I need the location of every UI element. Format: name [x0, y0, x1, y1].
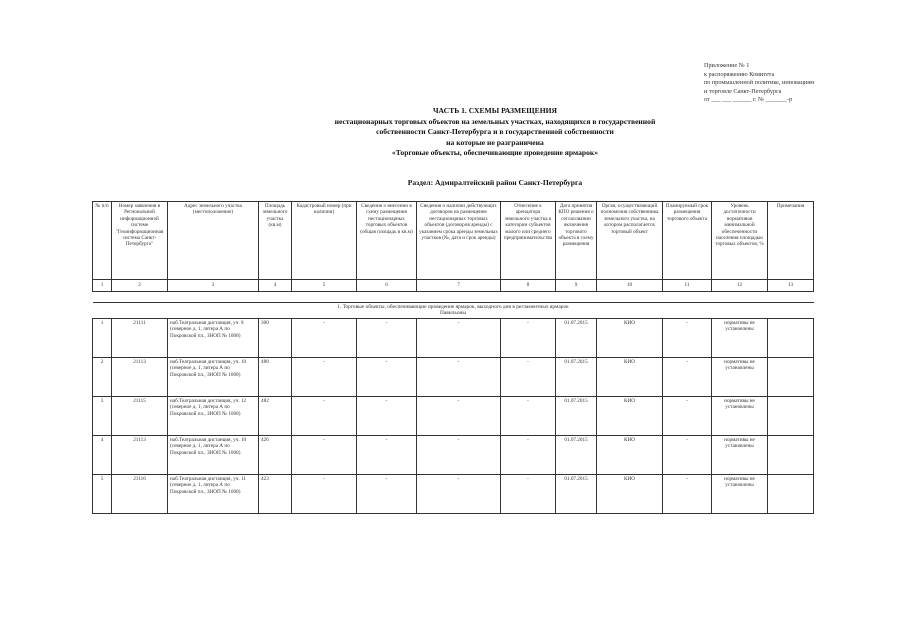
cell-level: нормативы не установлены [712, 396, 768, 435]
cell-sme: - [501, 474, 556, 513]
cell-area: 482 [259, 396, 292, 435]
column-number: 9 [556, 280, 597, 292]
table-row [93, 435, 814, 474]
appendix-line: Приложение № 1 [704, 62, 750, 69]
cell-sme: - [501, 318, 556, 357]
cell-date: 01.07.2015 [556, 435, 597, 474]
column-number: 11 [663, 280, 712, 292]
cell-date: 01.07.2015 [556, 318, 597, 357]
cell-contracts: - [417, 396, 501, 435]
header-cell: Отнесение к арендатора земельного участка к категории субъектов малого или среднего предпринимательства [501, 202, 556, 280]
cell-level: нормативы не установлены [712, 435, 768, 474]
cell-application: 21113 [112, 435, 168, 474]
header-row [93, 202, 814, 280]
heading-line: нестационарных торговых объектов на земельных участках, находящихся в государственной [334, 116, 656, 126]
cell-organ: КИО [597, 396, 663, 435]
section-title: Раздел: Адмиралтейский район Санкт-Петербурга [407, 178, 583, 187]
cell-note [768, 318, 814, 357]
header-cell: Номер заявления в Региональной информационной системе "Геоинформационная система Санкт-Петербурга" [112, 202, 168, 280]
appendix-line: к распоряжению Комитета [704, 70, 775, 78]
cell-organ: КИО [597, 435, 663, 474]
cell-area: 426 [259, 435, 292, 474]
column-number: 3 [168, 280, 259, 292]
cell-number: 2 [93, 357, 112, 396]
cell-contracts: - [417, 435, 501, 474]
column-number: 13 [768, 280, 814, 292]
cell-number: 1 [93, 318, 112, 357]
cell-address: наб.Театральная дистанция, уч. 8 (северное д. 1, литера А по Покровской пл., ЗНОП № 1008) [168, 318, 259, 357]
column-number: 7 [417, 280, 501, 292]
cell-area: 488 [259, 357, 292, 396]
cell-term: - [663, 396, 712, 435]
heading-line: на которые не разграничена [446, 137, 544, 147]
appendix-block [704, 62, 894, 105]
header-cell: № п/п [93, 202, 112, 280]
cell-contracts: - [417, 318, 501, 357]
heading-line: собственности Санкт-Петербурга и в государственной собственности [376, 127, 614, 137]
appendix-line: от ___ ___ ______ г. № _______-р [704, 96, 793, 104]
heading-line: «Торговые объекты, обеспечивающие проведение ярмарок» [391, 148, 599, 158]
header-cell: Планируемый срок размещения торгового объекта [663, 202, 712, 280]
cell-term: - [663, 318, 712, 357]
cell-sme: - [501, 435, 556, 474]
header-cell: Орган, осуществляющий полномочия собственника земельного участка, на котором располагается торговый объект [597, 202, 663, 280]
column-number: 10 [597, 280, 663, 292]
cell-cadastral: - [292, 318, 357, 357]
table-caption: 1. Торговые объекты, обеспечивающие проведение ярмарок, выходного дня в регламентных ярмарок [337, 304, 569, 310]
cell-note [768, 474, 814, 513]
cell-organ: КИО [597, 318, 663, 357]
cell-date: 01.07.2015 [556, 396, 597, 435]
cell-address: наб.Театральная дистанция, уч. 11 (северное д. 1, литера А по Покровской пл., ЗНОП № 1008) [168, 474, 259, 513]
header-cell: Уровень достаточности нормативов минимальной обеспеченности населения площадью торговых объектов, % [712, 202, 768, 280]
column-number: 2 [112, 280, 168, 292]
placement-table [92, 201, 814, 514]
cell-cadastral: - [292, 474, 357, 513]
cell-number: 3 [93, 396, 112, 435]
cell-address: наб.Театральная дистанция, уч. 10 (северное д. 1, литера А по Покровской пл., ЗНОП № 1008) [168, 357, 259, 396]
cell-level: нормативы не установлены [712, 474, 768, 513]
cell-cadastral: - [292, 357, 357, 396]
cell-date: 01.07.2015 [556, 357, 597, 396]
cell-contracts: - [417, 357, 501, 396]
table-subcaption: Павильоны [439, 310, 467, 317]
cell-scheme: - [357, 357, 417, 396]
document-heading [260, 106, 730, 159]
cell-note [768, 396, 814, 435]
spacer-row [93, 292, 814, 303]
cell-level: нормативы не установлены [712, 357, 768, 396]
header-cell: Кадастровый номер (при наличии) [292, 202, 357, 280]
column-number: 1 [93, 280, 112, 292]
cell-organ: КИО [597, 357, 663, 396]
column-number: 12 [712, 280, 768, 292]
cell-scheme: - [357, 396, 417, 435]
cell-term: - [663, 435, 712, 474]
header-cell: Дата принятия КПО решения о согласовании включения торгового объекта в схему размещения [556, 202, 597, 280]
cell-cadastral: - [292, 396, 357, 435]
cell-area: 423 [259, 474, 292, 513]
cell-level: нормативы не установлены [712, 318, 768, 357]
table-row [93, 357, 814, 396]
cell-date: 01.07.2015 [556, 474, 597, 513]
header-cell: Примечания [768, 202, 814, 280]
cell-application: 21116 [112, 474, 168, 513]
appendix-line: по промышленной политике, инновациям [704, 79, 815, 87]
cell-application: 21115 [112, 396, 168, 435]
column-number: 8 [501, 280, 556, 292]
cell-address: наб.Театральная дистанция, уч. 10 (северное д. 1, литера А по Покровской пл., ЗНОП № 1008) [168, 435, 259, 474]
cell-area: 300 [259, 318, 292, 357]
cell-organ: КИО [597, 474, 663, 513]
caption-row [93, 303, 814, 319]
heading-line: ЧАСТЬ 1. СХЕМЫ РАЗМЕЩЕНИЯ [432, 106, 557, 115]
table-row [93, 318, 814, 357]
cell-note [768, 435, 814, 474]
cell-cadastral: - [292, 435, 357, 474]
header-cell: Сведения о наличии действующих договоров на размещение нестационарных торговых объектов (договоров аренды) с указанием срока аренды земельных участков (№, дата и срок аренды) [417, 202, 501, 280]
cell-address: наб.Театральная дистанция, уч. 12 (северное д. 1, литера А по Покровской пл., ЗНОП № 1008) [168, 396, 259, 435]
cell-note [768, 357, 814, 396]
cell-number: 4 [93, 435, 112, 474]
cell-number: 5 [93, 474, 112, 513]
cell-scheme: - [357, 435, 417, 474]
header-cell: Адрес земельного участка (местоположение) [168, 202, 259, 280]
cell-contracts: - [417, 474, 501, 513]
appendix-line: и торговле Санкт-Петербурга [704, 87, 782, 95]
cell-application: 21111 [112, 318, 168, 357]
cell-scheme: - [357, 474, 417, 513]
column-number: 6 [357, 280, 417, 292]
header-cell: Сведения о внесении в схему размещения нестационарных торговых объектов (общая площадь в кв.м) [357, 202, 417, 280]
cell-sme: - [501, 357, 556, 396]
table-row [93, 474, 814, 513]
column-number: 5 [292, 280, 357, 292]
table-row [93, 396, 814, 435]
header-cell: Площадь земельного участка (кв.м) [259, 202, 292, 280]
cell-term: - [663, 474, 712, 513]
column-number-row [93, 280, 814, 292]
column-number: 4 [259, 280, 292, 292]
cell-sme: - [501, 396, 556, 435]
cell-term: - [663, 357, 712, 396]
cell-application: 21113 [112, 357, 168, 396]
cell-scheme: - [357, 318, 417, 357]
